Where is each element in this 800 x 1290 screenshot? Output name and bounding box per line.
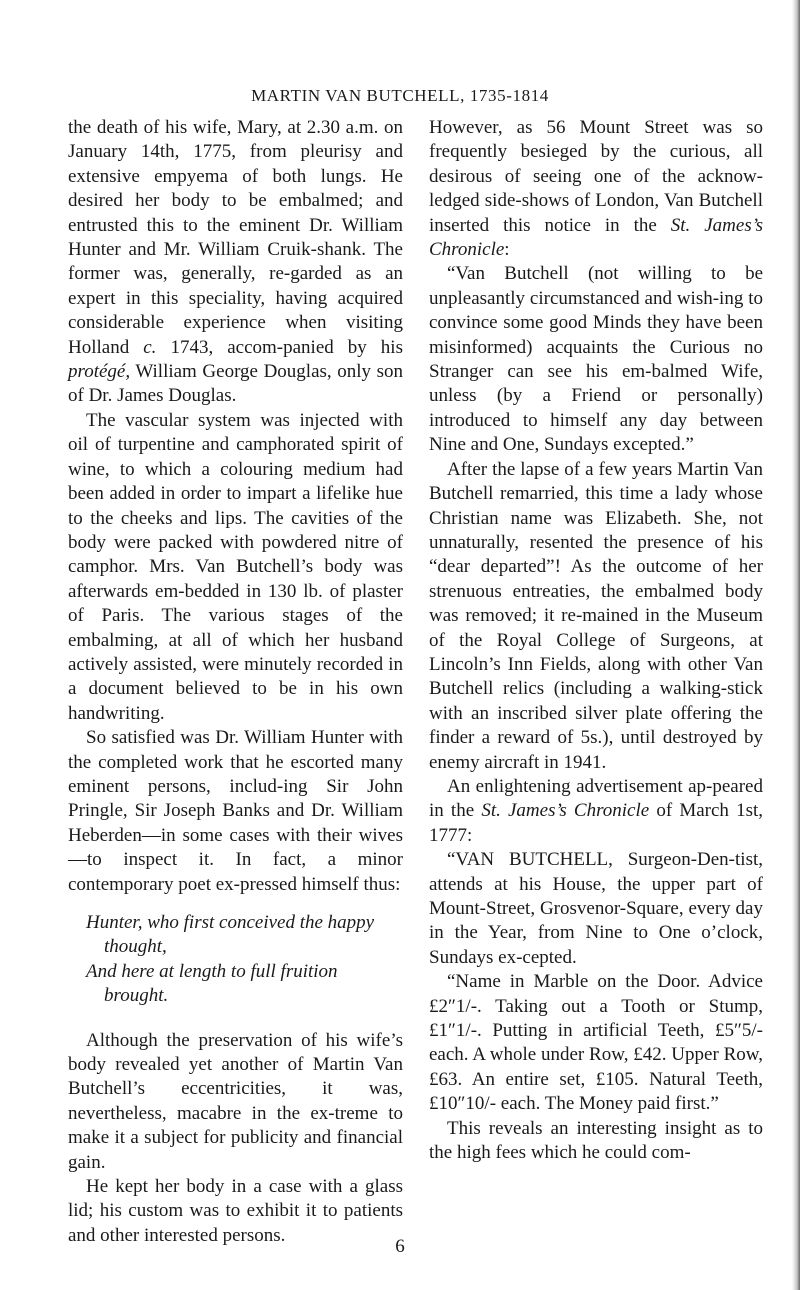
paragraph: Although the preservation of his wife’s body revealed yet another of Martin Van Butchell’s eccentricities, it was, nevertheless, macabre in the ex-treme to make it a subject for publicity and financial gain. (68, 1029, 403, 1173)
verse-line: And here at length to full fruition (86, 960, 338, 982)
quoted-notice: “Van Butchell (not willing to be unpleasantly circumstanced and wish-ing to convince some good Minds they have been misinformed) acquaints the Curious no Stranger can see his em-balmed Wife, unless (by a Friend or personally) introduced to himself any day between Nine and One, Sundays excepted.” (429, 263, 763, 456)
quoted-advertisement: “Name in Marble on the Door. Advice £2″1/-. Taking out a Tooth or Stump, £1″1/-. Putting in artificial Teeth, £5″5/- each. A whole under Row, £42. Upper Row, £63. An entire set, £105. Natural Teeth, £10″10/- each. The Money paid first.” (429, 971, 763, 1115)
paragraph: So satisfied was Dr. William Hunter with the completed work that he escorted many eminent persons, includ-ing Sir John Pringle, Sir Joseph Banks and Dr. William Heberden—in some cases with their wives—to inspect it. In fact, a minor contemporary poet ex-pressed himself thus: (68, 727, 403, 895)
verse-quotation (68, 911, 403, 1009)
verse-line: thought, (104, 936, 167, 958)
verse-line: Hunter, who first conceived the happy (86, 912, 375, 933)
running-header: MARTIN VAN BUTCHELL, 1735-1814 (251, 86, 549, 105)
paragraph: He kept her body in a case with a glass lid; his custom was to exhibit it to patients and other interested persons. (68, 1176, 403, 1246)
verse-line: brought. (104, 985, 169, 1007)
paragraph: An enlightening advertisement ap-peared in the St. James’s Chronicle of March 1st, 1777: (429, 775, 764, 846)
left-column (68, 116, 403, 1248)
page-edge-shadow (792, 0, 800, 1290)
paragraph: the death of his wife, Mary, at 2.30 a.m. on January 14th, 1775, from pleurisy and extensive empyema of both lungs. He desired her body to be embalmed; and entrusted this to the eminent Dr. William Hunter and Mr. William Cruik-shank. The former was, generally, re-garded as an expert in this speciality, having acquired considerable experience when visiting Holland c. 1743, accom-panied by his protégé, William George Douglas, only son of Dr. James Douglas. (68, 117, 403, 407)
paragraph: This reveals an interesting insight as to the high fees which he could com- (429, 1117, 763, 1164)
quoted-advertisement: “VAN BUTCHELL, Surgeon-Den-tist, attends at his House, the upper part of Mount-Street, Grosvenor-Square, every day in the Year, from Nine to One o’clock, Sundays ex-cepted. (429, 849, 763, 968)
page-number: 6 (395, 1236, 405, 1257)
right-column (429, 116, 763, 1165)
paragraph: After the lapse of a few years Martin Van Butchell remarried, this time a lady whose Christian name was Elizabeth. She, not unnaturally, resented the presence of his “dear departed”! As the outcome of her strenuous entreaties, the embalmed body was removed; it re-mained in the Museum of the Royal College of Surgeons, at Lincoln’s Inn Fields, along with other Van Butchell relics (including a walking-stick with an inscribed silver plate offering the finder a reward of 5s.), until destroyed by enemy aircraft in 1941. (429, 458, 763, 773)
paragraph: However, as 56 Mount Street was so frequently besieged by the curious, all desirous of seeing one of the acknow-ledged side-shows of London, Van Butchell inserted this notice in the St. James’s Chronicle: (429, 117, 763, 261)
paragraph: The vascular system was injected with oil of turpentine and camphorated spirit of wine, to which a colouring medium had been added in order to impart a lifelike hue to the cheeks and lips. The cavities of the body were packed with powdered nitre of camphor. Mrs. Van Butchell’s body was afterwards em-bedded in 130 lb. of plaster of Paris. The various stages of the embalming, at all of which her husband actively assisted, were minutely recorded in a document believed to be in his own handwriting. (68, 409, 403, 724)
